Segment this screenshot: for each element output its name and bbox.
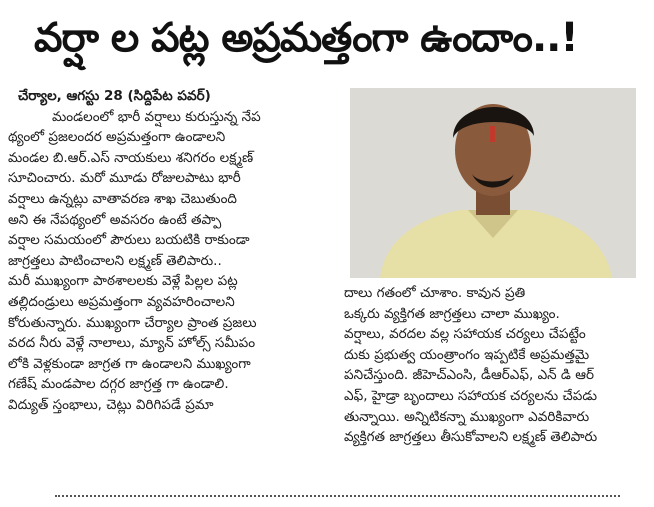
- body-line: లోకి వెళ్లకుండా జాగ్రత గా ఉండాలని ముఖ్యంగా: [8, 355, 251, 372]
- body-line: దుకు ప్రభుత్వ యంత్రాంగం ఇప్పటికే అప్రమత్తమై: [344, 346, 590, 363]
- body-line: వర్షాలు, వరదల వల్ల సహాయక చర్యలు చేపట్టేం: [344, 326, 586, 343]
- body-line: దాలు గతంలో చూశాం. కావున ప్రతి: [344, 285, 526, 301]
- body-line: విద్యుత్ స్తంభాలు, చెట్లు విరిగిపడే ప్రమా: [8, 396, 214, 413]
- portrait-illustration: [350, 88, 636, 278]
- forehead-mark: [490, 126, 495, 142]
- body-line: పనిచేస్తుంది. జీహెచ్ఎంసి, డీఆర్ఎఫ్, ఎన్ డి ఆర్: [344, 367, 594, 384]
- article-dateline: చేర్యాల, ఆగస్టు 28 (సిద్దిపేట పవర్): [18, 88, 211, 104]
- section-divider: [55, 495, 620, 497]
- body-line: ఒక్కరు వ్యక్తిగత జాగ్రత్తలు చాలా ముఖ్యం.: [344, 305, 560, 322]
- body-line: అని ఈ నేపథ్యంలో అవసరం ఉంటే తప్పా: [8, 211, 222, 228]
- body-line: థ్యంలో ప్రజలందర అప్రమత్తంగా ఉండాలని: [8, 129, 226, 146]
- left-text-column: [8, 86, 344, 416]
- body-line: తున్నాయి. అన్నిటికన్నా ముఖ్యంగా ఎవరికివారు: [344, 408, 590, 425]
- body-line: వరద నీరు వెళ్లే నాలాలు, మ్యాన్ హోల్స్ సమీపం: [8, 335, 256, 352]
- body-line: వ్యక్తిగత జాగ్రత్తలు తీసుకోవాలని లక్ష్మణ్ తెలిపారు: [344, 429, 598, 446]
- body-line: మండల బి.ఆర్.ఎస్ నాయకులు శనిగరం లక్ష్మణ్: [8, 149, 254, 166]
- body-line: మరీ ముఖ్యంగా పాఠశాలలకు వెళ్లే పిల్లల పట్ల: [8, 273, 238, 290]
- body-line: వర్షాలు ఉన్నట్లు వాతావరణ శాఖ చెబుతుంది: [8, 190, 237, 207]
- body-line: వర్షాల సమయంలో పౌరులు బయటికి రాకుండా: [8, 232, 250, 249]
- body-line: మండలంలో భారీ వర్షాలు కురుస్తున్న నేప: [52, 108, 261, 125]
- body-line: ఎఫ్, హైడ్రా బృందాలు సహాయక చర్యలను చేపడు: [344, 387, 598, 404]
- body-line: జాగ్రత్తలు పాటించాలని లక్ష్మణ్ తెలిపారు..: [8, 252, 222, 269]
- body-line: కోరుతున్నారు. ముఖ్యంగా చేర్యాల ప్రాంత ప్రజలు: [8, 314, 257, 331]
- right-text-column: [344, 283, 644, 448]
- article-headline: వర్షా ల పట్ల అప్రమత్తంగా ఉందాం..!: [34, 15, 578, 61]
- portrait-photo: [350, 88, 636, 278]
- body-line: తల్లిదండ్రులు అప్రమత్తంగా వ్యవహరించాలని: [8, 293, 235, 310]
- body-line: సూచించారు. మరో మూడు రోజులపాటు భారీ: [8, 170, 241, 187]
- body-line: గణేష్ మండపాల దగ్గర జాగ్రత్త గా ఉండాలి.: [8, 376, 229, 393]
